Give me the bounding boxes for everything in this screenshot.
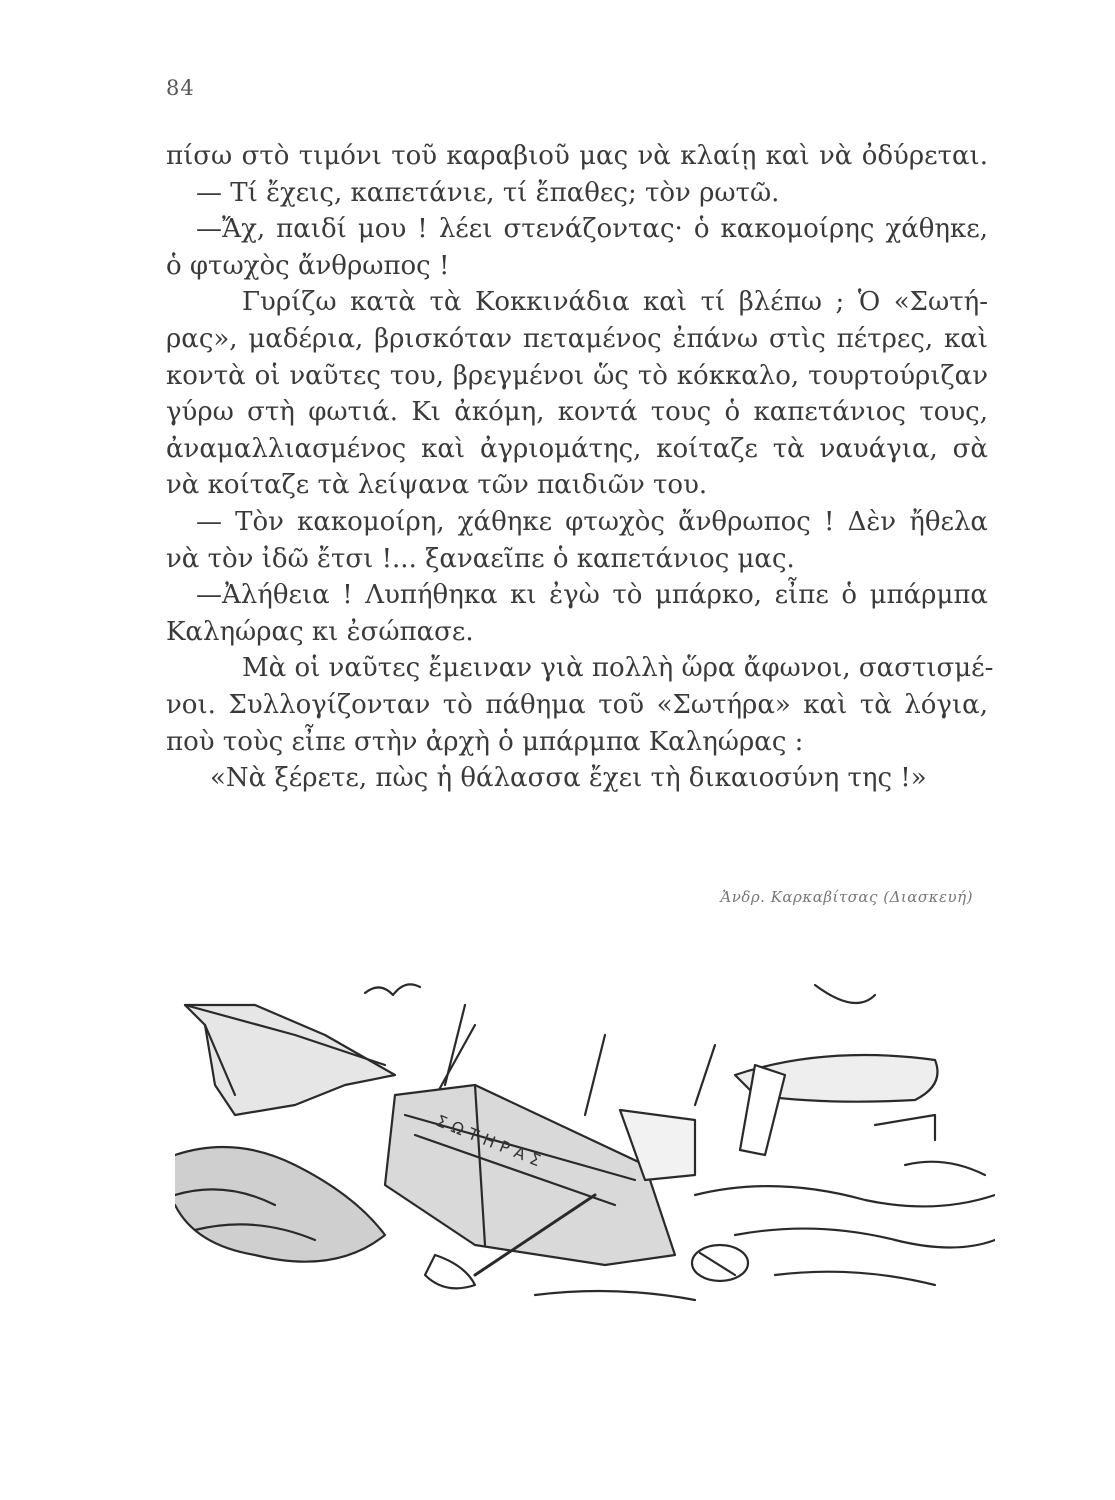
rocks bbox=[175, 1147, 385, 1262]
text-line: νὰ κοίταζε τὰ λείψανα τῶν παιδιῶν του. bbox=[166, 470, 708, 501]
page-number: 84 bbox=[166, 76, 195, 100]
left-hull bbox=[185, 1005, 395, 1115]
text-line: «Νὰ ξέρετε, πὼς ἡ θάλασσα ἔχει τὴ δικαιοσύνη της !» bbox=[210, 763, 927, 794]
text-line: γύρω στὴ φωτιά. Κι ἀκόμη, κοντά τους ὁ καπετάνιος τους, bbox=[166, 397, 988, 428]
attribution: Ἀνδρ. Καρκαβίτσας (Διασκευή) bbox=[720, 888, 973, 906]
boat-name: ΣΩΤΗΡΑΣ bbox=[433, 1111, 549, 1173]
text-line: —Ἄχ, παιδί μου ! λέει στενάζοντας· ὁ κακομοίρης χάθηκε, bbox=[196, 214, 988, 245]
text-line: Μὰ οἱ ναῦτες ἔμειναν γιὰ πολλὴ ὥρα ἄφωνοι, σαστισμέ- bbox=[242, 653, 994, 684]
text-line: νοι. Συλλογίζονταν τὸ πάθημα τοῦ «Σωτήρα» καὶ τὰ λόγια, bbox=[166, 689, 988, 720]
text-line: κοντὰ οἱ ναῦτες του, βρεγμένοι ὥς τὸ κόκκαλο, τουρτούριζαν bbox=[166, 360, 988, 391]
story-text bbox=[166, 138, 994, 797]
text-line: ποὺ τοὺς εἶπε στὴν ἀρχὴ ὁ μπάρμπα Καληώρας : bbox=[166, 726, 804, 757]
text-line: νὰ τὸν ἰδῶ ἔτσι !... ξαναεῖπε ὁ καπετάνιος μας. bbox=[166, 543, 795, 574]
barrel bbox=[692, 1245, 748, 1281]
text-line: Γυρίζω κατὰ τὰ Κοκκινάδια καὶ τί βλέπω ; Ὁ «Σωτή- bbox=[242, 287, 988, 318]
text-line: ρας», μαδέρια, βρισκόταν πεταμένος ἐπάνω στὶς πέτρες, καὶ bbox=[166, 323, 988, 354]
text-line: ἀναμαλλιασμένος καὶ ἀγριομάτης, κοίταζε τὰ ναυάγια, σὰ bbox=[166, 433, 988, 464]
seagull-icon bbox=[365, 984, 420, 995]
text-line: — Τὸν κακομοίρη, χάθηκε φτωχὸς ἄνθρωπος ! Δὲν ἤθελα bbox=[196, 506, 988, 537]
text-line: πίσω στὸ τιμόνι τοῦ καραβιοῦ μας νὰ κλαίῃ καὶ νὰ ὀδύρεται. bbox=[166, 141, 988, 171]
text-line: ὁ φτωχὸς ἄνθρωπος ! bbox=[166, 250, 450, 281]
text-line: — Τί ἔχεις, καπετάνιε, τί ἔπαθες; τὸν ρωτῶ. bbox=[196, 177, 780, 208]
text-line: —Ἀλήθεια ! Λυπήθηκα κι ἐγὼ τὸ μπάρκο, εἶπε ὁ μπάρμπα bbox=[196, 580, 988, 611]
shipwreck-illustration bbox=[175, 965, 995, 1310]
text-line: Καληώρας κι ἐσώπασε. bbox=[166, 616, 474, 647]
